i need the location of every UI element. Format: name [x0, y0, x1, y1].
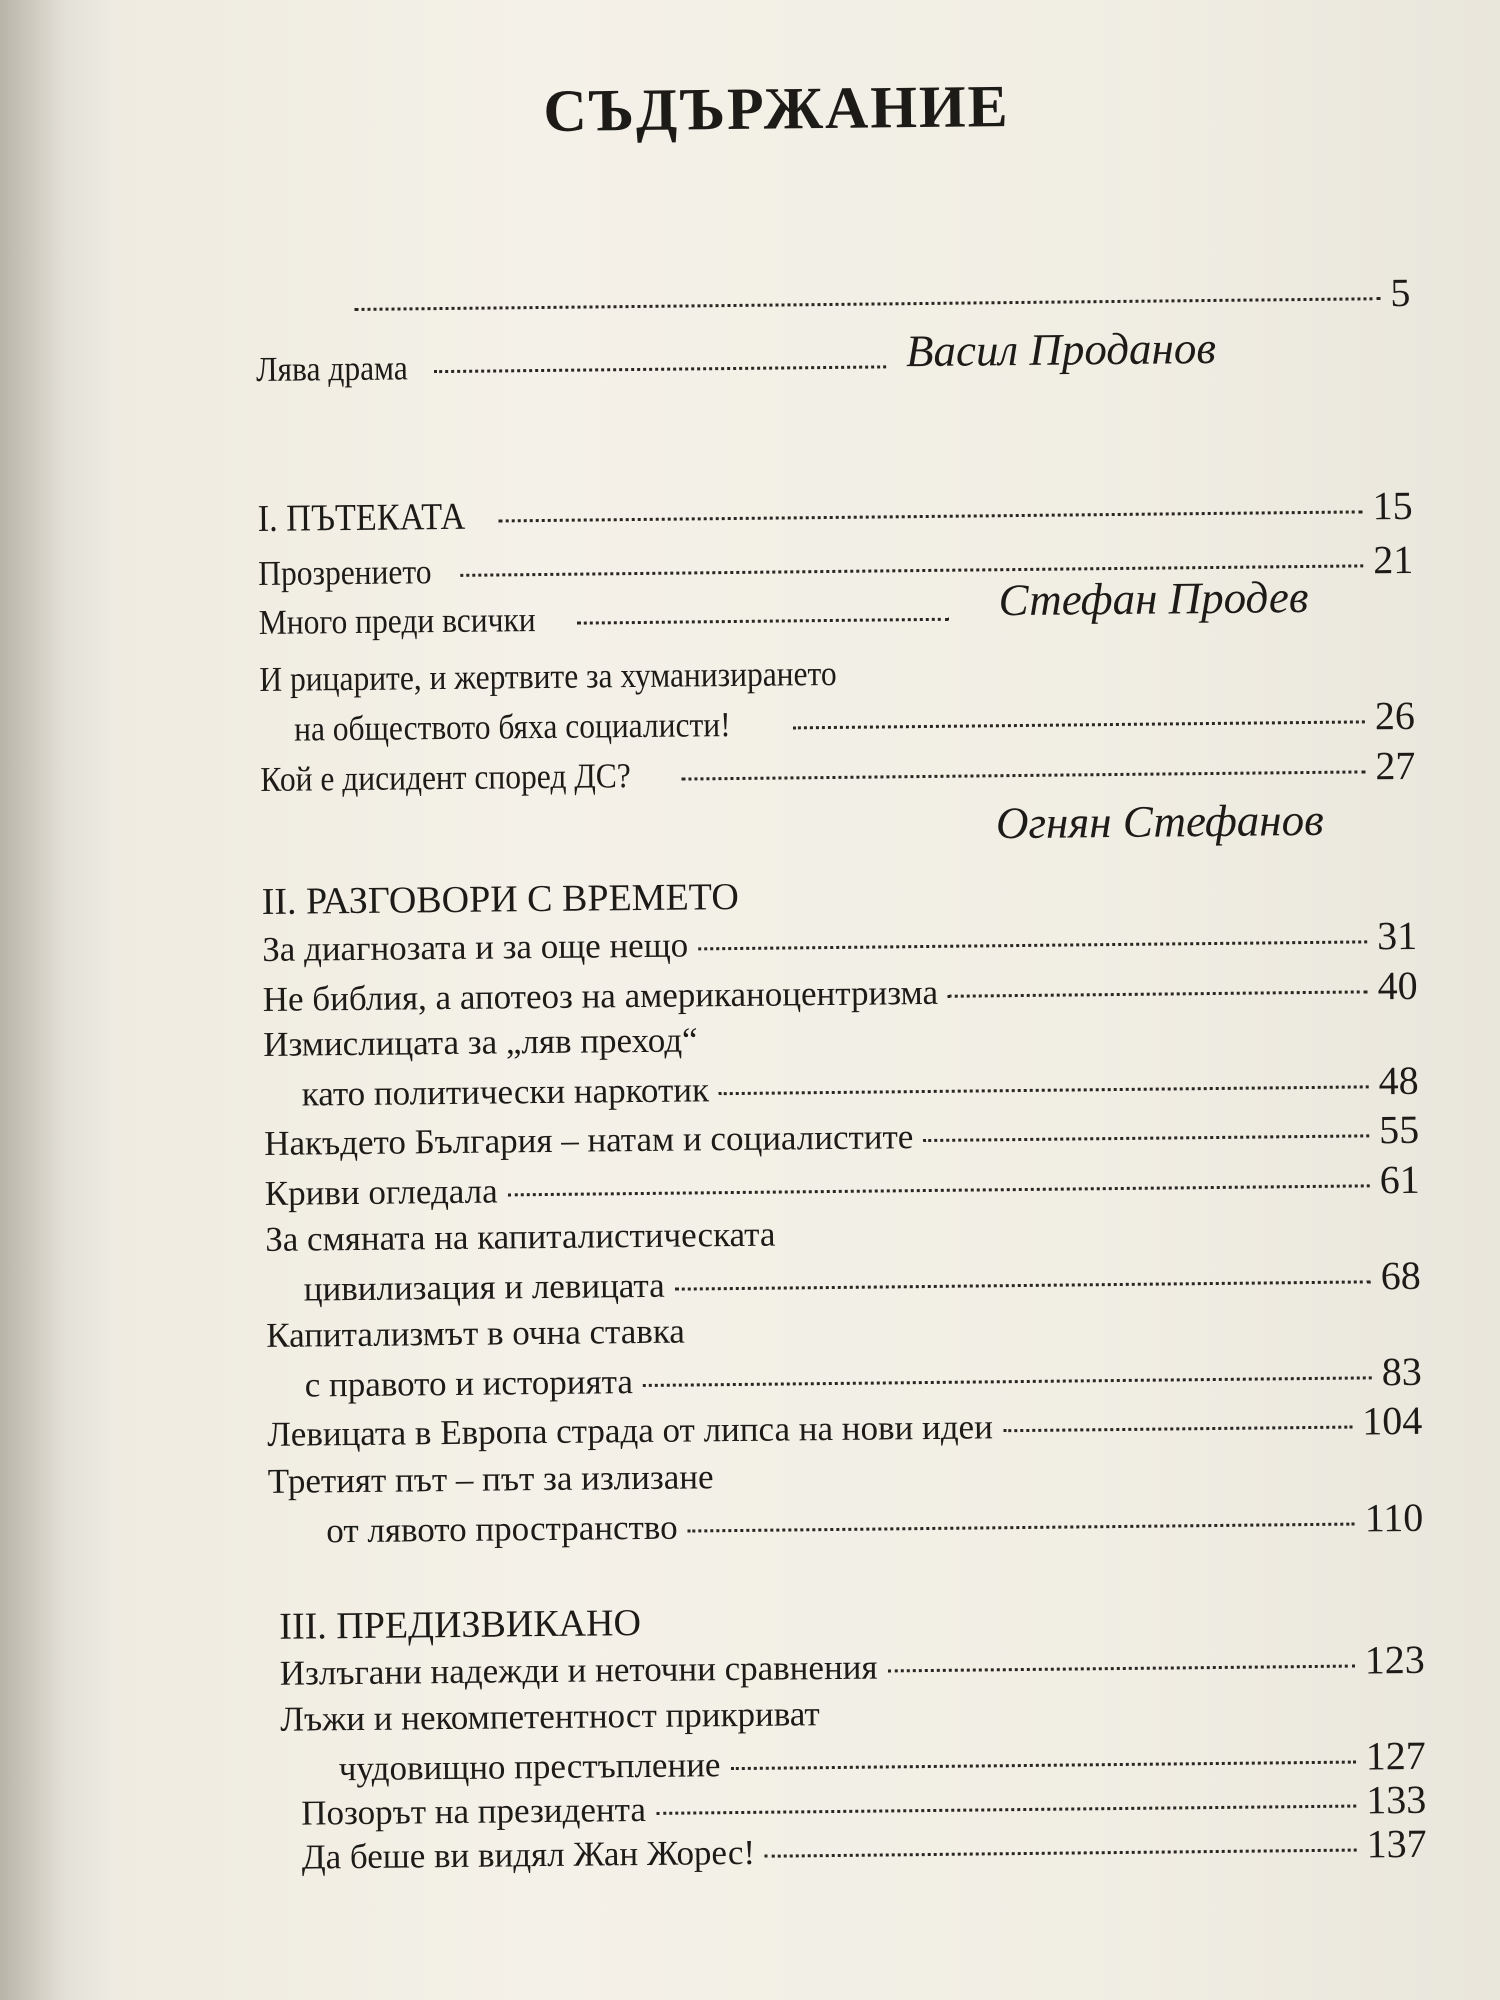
- section-heading-row: [257, 482, 1413, 540]
- entry-title: Прозрението: [258, 552, 432, 593]
- page-number: 133: [1365, 1776, 1427, 1823]
- page-title: СЪДЪРЖАНИЕ: [543, 73, 1010, 144]
- entry-title: Да беше ви видял Жан Жорес!: [301, 1832, 756, 1877]
- entry-title: Не библия, а апотеоз на американоцентризма: [262, 972, 939, 1019]
- entry-title: Криви огледала: [264, 1171, 498, 1213]
- entry-title: чудовищно престъпление: [338, 1745, 721, 1789]
- toc-entry: [256, 345, 896, 387]
- book-spine-shadow: [0, 0, 120, 2000]
- page-number: 48: [1378, 1057, 1419, 1104]
- toc-entry: [301, 1776, 1427, 1833]
- page-number: 5: [1390, 269, 1411, 316]
- entry-title: Третият път – път за излизане: [267, 1457, 714, 1501]
- page-number: 104: [1361, 1397, 1423, 1444]
- page-number: 61: [1379, 1156, 1420, 1203]
- book-page: [118, 0, 1500, 2000]
- toc-entry: [281, 1732, 1426, 1789]
- toc-entry: [268, 1494, 1424, 1551]
- table-of-contents: [253, 58, 1428, 1970]
- entry-title: И рицарите, и жертвите за хуманизирането: [259, 653, 837, 699]
- entry-title: Много преди всички: [258, 600, 536, 642]
- entry-title: с правото и историята: [304, 1362, 634, 1405]
- section-heading: II. РАЗГОВОРИ С ВРЕМЕТО: [261, 875, 740, 923]
- page-number: 127: [1365, 1732, 1426, 1779]
- section-heading: III. ПРЕДИЗВИКАНО: [279, 1602, 642, 1648]
- toc-entry: [264, 1106, 1420, 1163]
- page-number: 68: [1380, 1252, 1421, 1299]
- entry-title: Измислицата за „ляв преход“: [263, 1020, 698, 1064]
- entry-title: Лъжи и некомпетентност прикриват: [280, 1694, 820, 1739]
- page-number: 40: [1377, 962, 1418, 1009]
- toc-entry: [266, 1252, 1421, 1309]
- entry-title: Лява драма: [255, 348, 408, 389]
- toc-entry: [260, 692, 1416, 749]
- toc-entry: [264, 1057, 1419, 1114]
- author-name: Огнян Стефанов: [995, 794, 1324, 849]
- entry-title: на обществото бяха социалисти!: [293, 705, 731, 749]
- toc-entry: [259, 598, 959, 640]
- page-number: 137: [1366, 1820, 1427, 1867]
- toc-entry: [264, 1156, 1420, 1213]
- page-number: 123: [1364, 1636, 1425, 1683]
- page-number: 110: [1364, 1494, 1424, 1541]
- page-number: 31: [1376, 912, 1418, 959]
- author-name: Стефан Продев: [998, 571, 1309, 626]
- toc-entry: [262, 962, 1418, 1019]
- toc-entry: [255, 269, 1411, 325]
- entry-title: Излъгани надежди и неточни сравнения: [279, 1647, 878, 1693]
- page-number: 21: [1372, 536, 1414, 583]
- entry-title: Капитализмът в очна ставка: [266, 1311, 686, 1355]
- section-heading: I. ПЪТЕКАТА: [257, 495, 466, 540]
- toc-entry: [267, 1397, 1423, 1454]
- entry-title: Позорът на президента: [301, 1789, 647, 1833]
- entry-title: За смяната на капиталистическата: [265, 1214, 776, 1259]
- toc-entry: [267, 1348, 1422, 1405]
- entry-title: като политически наркотик: [301, 1070, 710, 1114]
- author-name: Васил Проданов: [905, 322, 1217, 377]
- page-number: 83: [1381, 1348, 1422, 1395]
- toc-entry: [260, 742, 1416, 799]
- page-number: 15: [1372, 482, 1413, 529]
- toc-entry: [301, 1820, 1427, 1877]
- entry-title: от лявото пространство: [326, 1507, 678, 1551]
- page-number: 27: [1375, 742, 1416, 789]
- entry-title: За диагнозата и за още нещо: [262, 925, 689, 969]
- page-number: 26: [1374, 692, 1416, 739]
- entry-title: цивилизация и левицата: [303, 1265, 665, 1309]
- page-number: 55: [1378, 1106, 1420, 1153]
- entry-title: Накъдето България – натам и социалистите: [264, 1117, 914, 1163]
- toc-entry: [279, 1636, 1425, 1693]
- entry-title: Кой е дисидент според ДС?: [260, 756, 631, 799]
- entry-title: Левицата в Европа страда от липса на нови идеи: [267, 1407, 994, 1454]
- toc-entry: [262, 912, 1418, 969]
